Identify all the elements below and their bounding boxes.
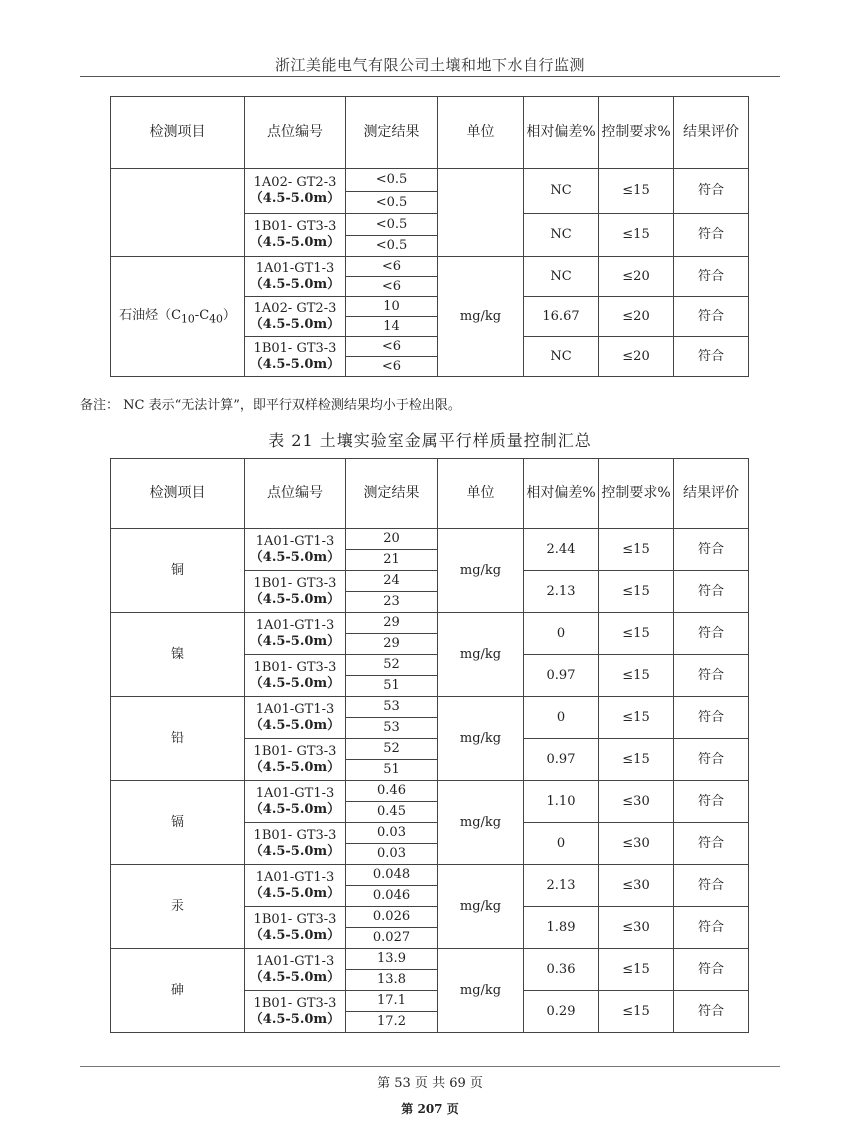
- deviation-cell: 2.44: [524, 529, 599, 571]
- requirement-cell: ≤15: [599, 169, 674, 214]
- evaluation-cell: 符合: [674, 823, 749, 865]
- deviation-cell: 2.13: [524, 571, 599, 613]
- item-name-suffix: ）: [222, 307, 236, 323]
- result-cell: 17.2: [346, 1012, 438, 1033]
- table-row: [111, 169, 749, 192]
- deviation-cell: NC: [524, 169, 599, 214]
- point-id: 1B01- GT3-3: [253, 995, 337, 1011]
- result-cell: 0.026: [346, 907, 438, 928]
- requirement-cell: ≤30: [599, 865, 674, 907]
- point-id: 1A01-GT1-3: [255, 533, 335, 549]
- point-id: 1B01- GT3-3: [253, 219, 337, 235]
- table-header-row: [111, 459, 749, 529]
- deviation-cell: 0.29: [524, 991, 599, 1033]
- evaluation-cell: 符合: [674, 613, 749, 655]
- table-row: [111, 781, 749, 802]
- result-cell: 0.46: [346, 781, 438, 802]
- result-cell: 20: [346, 529, 438, 550]
- result-cell: 23: [346, 592, 438, 613]
- evaluation-cell: 符合: [674, 739, 749, 781]
- result-cell: 53: [346, 697, 438, 718]
- evaluation-cell: 符合: [674, 907, 749, 949]
- point-cell: [245, 949, 346, 991]
- result-cell: <0.5: [346, 236, 438, 257]
- item-cell: 铜: [111, 529, 245, 613]
- point-cell: [245, 823, 346, 865]
- point-cell: [245, 613, 346, 655]
- result-cell: 52: [346, 655, 438, 676]
- requirement-cell: ≤15: [599, 655, 674, 697]
- item-cell: 汞: [111, 865, 245, 949]
- point-depth: （4.5-5.0m）: [249, 549, 341, 565]
- footer-divider: [80, 1066, 780, 1067]
- point-depth: （4.5-5.0m）: [249, 759, 341, 775]
- unit-cell: mg/kg: [438, 949, 524, 1033]
- point-depth: （4.5-5.0m）: [249, 235, 341, 250]
- item-cell: 砷: [111, 949, 245, 1033]
- unit-cell: mg/kg: [438, 529, 524, 613]
- point-id: 1A01-GT1-3: [255, 701, 335, 717]
- point-depth: （4.5-5.0m）: [249, 717, 341, 733]
- petroleum-parallel-table: [110, 96, 749, 377]
- deviation-cell: 0: [524, 823, 599, 865]
- requirement-cell: ≤20: [599, 257, 674, 297]
- result-cell: 17.1: [346, 991, 438, 1012]
- evaluation-cell: 符合: [674, 991, 749, 1033]
- evaluation-cell: 符合: [674, 697, 749, 739]
- point-id: 1B01- GT3-3: [253, 340, 337, 356]
- evaluation-cell: 符合: [674, 257, 749, 297]
- point-cell: [245, 697, 346, 739]
- point-cell: [245, 739, 346, 781]
- page-number: 第 53 页 共 69 页: [377, 1076, 483, 1091]
- evaluation-cell: 符合: [674, 655, 749, 697]
- evaluation-cell: 符合: [674, 571, 749, 613]
- point-id: 1A01-GT1-3: [255, 869, 335, 885]
- point-cell: [245, 297, 346, 337]
- table-row: [111, 529, 749, 550]
- deviation-cell: 0: [524, 697, 599, 739]
- point-id: 1A02- GT2-3: [253, 300, 337, 316]
- table-row: [111, 865, 749, 886]
- point-depth: （4.5-5.0m）: [249, 191, 341, 206]
- result-cell: 29: [346, 613, 438, 634]
- metal-parallel-table: [110, 458, 749, 1033]
- item-name-sub2: 40: [209, 312, 223, 326]
- deviation-cell: 1.89: [524, 907, 599, 949]
- point-cell: [245, 337, 346, 377]
- requirement-cell: ≤15: [599, 613, 674, 655]
- point-id: 1A01-GT1-3: [255, 260, 335, 276]
- point-id: 1B01- GT3-3: [253, 743, 337, 759]
- requirement-cell: ≤15: [599, 214, 674, 257]
- evaluation-cell: 符合: [674, 214, 749, 257]
- point-cell: [245, 907, 346, 949]
- deviation-cell: 0: [524, 613, 599, 655]
- point-id: 1A01-GT1-3: [255, 617, 335, 633]
- point-cell: [245, 655, 346, 697]
- deviation-cell: 0.36: [524, 949, 599, 991]
- evaluation-cell: 符合: [674, 865, 749, 907]
- requirement-cell: ≤20: [599, 297, 674, 337]
- header-divider: [80, 76, 780, 77]
- point-depth: （4.5-5.0m）: [249, 843, 341, 859]
- table-note: 备注： NC 表示“无法计算”，即平行双样检测结果均小于检出限。: [80, 398, 461, 413]
- point-cell: [245, 169, 346, 214]
- result-cell: 21: [346, 550, 438, 571]
- col-header-unit: 单位: [438, 97, 524, 169]
- point-depth: （4.5-5.0m）: [249, 316, 341, 332]
- point-depth: （4.5-5.0m）: [249, 356, 341, 372]
- result-cell: <6: [346, 357, 438, 377]
- result-cell: <6: [346, 257, 438, 277]
- point-id: 1B01- GT3-3: [253, 911, 337, 927]
- overall-page-number: 第 207 页: [401, 1102, 459, 1116]
- result-cell: 29: [346, 634, 438, 655]
- point-id: 1A01-GT1-3: [255, 785, 335, 801]
- point-id: 1B01- GT3-3: [253, 575, 337, 591]
- result-cell: 24: [346, 571, 438, 592]
- item-cell: [111, 169, 245, 257]
- point-id: 1B01- GT3-3: [253, 659, 337, 675]
- item-name-mid: -C: [194, 307, 210, 323]
- table-caption: 表 21 土壤实验室金属平行样质量控制汇总: [268, 431, 592, 450]
- item-cell: 铅: [111, 697, 245, 781]
- unit-cell: mg/kg: [438, 865, 524, 949]
- deviation-cell: NC: [524, 257, 599, 297]
- deviation-cell: 0.97: [524, 655, 599, 697]
- point-cell: [245, 571, 346, 613]
- col-header-result: 测定结果: [346, 97, 438, 169]
- point-cell: [245, 257, 346, 297]
- item-name-prefix: 石油烃（C: [119, 307, 182, 323]
- col-header-point: 点位编号: [245, 459, 346, 529]
- requirement-cell: ≤30: [599, 907, 674, 949]
- requirement-cell: ≤20: [599, 337, 674, 377]
- point-depth: （4.5-5.0m）: [249, 885, 341, 901]
- unit-cell: mg/kg: [438, 613, 524, 697]
- requirement-cell: ≤15: [599, 991, 674, 1033]
- result-cell: 51: [346, 760, 438, 781]
- col-header-item: 检测项目: [111, 459, 245, 529]
- result-cell: 13.8: [346, 970, 438, 991]
- result-cell: 0.03: [346, 823, 438, 844]
- result-cell: 14: [346, 317, 438, 337]
- deviation-cell: NC: [524, 337, 599, 377]
- point-cell: [245, 529, 346, 571]
- evaluation-cell: 符合: [674, 337, 749, 377]
- col-header-result: 测定结果: [346, 459, 438, 529]
- unit-cell: mg/kg: [438, 257, 524, 377]
- deviation-cell: 2.13: [524, 865, 599, 907]
- point-cell: [245, 865, 346, 907]
- col-header-item: 检测项目: [111, 97, 245, 169]
- point-id: 1A01-GT1-3: [255, 953, 335, 969]
- unit-cell: mg/kg: [438, 697, 524, 781]
- point-cell: [245, 991, 346, 1033]
- report-header-title: 浙江美能电气有限公司土壤和地下水自行监测: [274, 56, 585, 74]
- table-row: [111, 697, 749, 718]
- result-cell: 0.046: [346, 886, 438, 907]
- requirement-cell: ≤15: [599, 571, 674, 613]
- point-depth: （4.5-5.0m）: [249, 675, 341, 691]
- requirement-cell: ≤15: [599, 949, 674, 991]
- requirement-cell: ≤15: [599, 697, 674, 739]
- requirement-cell: ≤30: [599, 823, 674, 865]
- table-row: [111, 949, 749, 970]
- deviation-cell: 1.10: [524, 781, 599, 823]
- result-cell: 13.9: [346, 949, 438, 970]
- point-depth: （4.5-5.0m）: [249, 276, 341, 292]
- col-header-evaluation: 结果评价: [674, 97, 749, 169]
- point-depth: （4.5-5.0m）: [249, 801, 341, 817]
- deviation-cell: 0.97: [524, 739, 599, 781]
- col-header-unit: 单位: [438, 459, 524, 529]
- result-cell: 0.45: [346, 802, 438, 823]
- col-header-evaluation: 结果评价: [674, 459, 749, 529]
- point-depth: （4.5-5.0m）: [249, 591, 341, 607]
- point-cell: [245, 214, 346, 257]
- result-cell: <6: [346, 277, 438, 297]
- point-id: 1B01- GT3-3: [253, 827, 337, 843]
- result-cell: <0.5: [346, 192, 438, 214]
- result-cell: 10: [346, 297, 438, 317]
- evaluation-cell: 符合: [674, 781, 749, 823]
- point-depth: （4.5-5.0m）: [249, 633, 341, 649]
- requirement-cell: ≤15: [599, 739, 674, 781]
- deviation-cell: 16.67: [524, 297, 599, 337]
- result-cell: 0.048: [346, 865, 438, 886]
- result-cell: 0.027: [346, 928, 438, 949]
- requirement-cell: ≤30: [599, 781, 674, 823]
- point-depth: （4.5-5.0m）: [249, 1011, 341, 1027]
- col-header-requirement: 控制要求%: [599, 97, 674, 169]
- point-id: 1A02- GT2-3: [253, 175, 337, 191]
- col-header-requirement: 控制要求%: [599, 459, 674, 529]
- result-cell: 52: [346, 739, 438, 760]
- result-cell: <0.5: [346, 169, 438, 192]
- item-cell: 镉: [111, 781, 245, 865]
- evaluation-cell: 符合: [674, 529, 749, 571]
- item-name-sub1: 10: [181, 312, 195, 326]
- point-depth: （4.5-5.0m）: [249, 969, 341, 985]
- item-cell: [111, 257, 245, 377]
- item-cell: 镍: [111, 613, 245, 697]
- result-cell: 0.03: [346, 844, 438, 865]
- col-header-deviation: 相对偏差%: [524, 97, 599, 169]
- table-row: [111, 257, 749, 277]
- point-cell: [245, 781, 346, 823]
- evaluation-cell: 符合: [674, 949, 749, 991]
- result-cell: 53: [346, 718, 438, 739]
- requirement-cell: ≤15: [599, 529, 674, 571]
- unit-cell: mg/kg: [438, 781, 524, 865]
- unit-cell: [438, 169, 524, 257]
- table-header-row: [111, 97, 749, 169]
- col-header-point: 点位编号: [245, 97, 346, 169]
- col-header-deviation: 相对偏差%: [524, 459, 599, 529]
- deviation-cell: NC: [524, 214, 599, 257]
- result-cell: 51: [346, 676, 438, 697]
- table-row: [111, 613, 749, 634]
- evaluation-cell: 符合: [674, 297, 749, 337]
- point-depth: （4.5-5.0m）: [249, 927, 341, 943]
- result-cell: <0.5: [346, 214, 438, 236]
- evaluation-cell: 符合: [674, 169, 749, 214]
- result-cell: <6: [346, 337, 438, 357]
